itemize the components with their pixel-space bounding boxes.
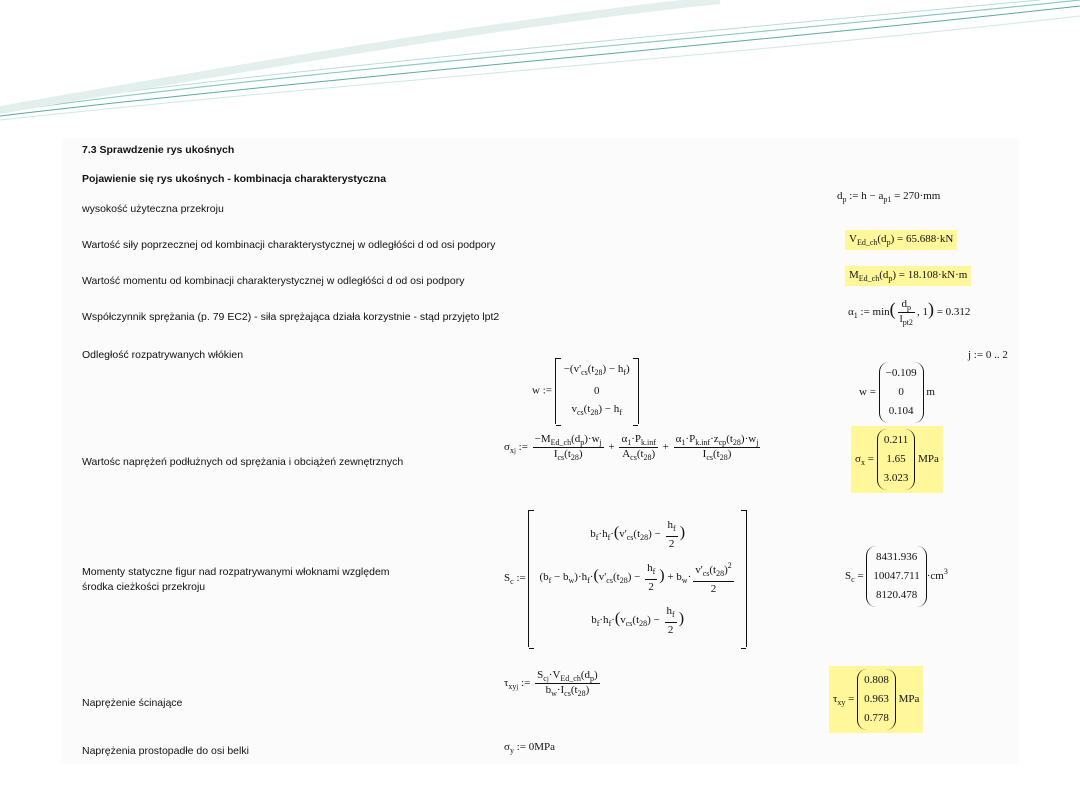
sc-unit: cm xyxy=(930,570,944,583)
shear-stress-value-2: 0.778 xyxy=(864,712,889,724)
dp-value: 270·mm xyxy=(903,190,941,202)
shear-stress-result: $\tau_{xy} = 0.808$ 0.963 0.778 MPa xyxy=(829,666,923,733)
section-subtitle: Pojawienie się rys ukośnych - kombinacja charakterystyczna xyxy=(82,173,387,185)
w-value-0: −0.109 xyxy=(885,367,917,379)
stress-label: Wartośc naprężeń podłużnych od sprężania i obciążeń zewnętrznych xyxy=(82,456,404,468)
dp-label: wysokość użyteczna przekroju xyxy=(82,203,224,215)
moment-result: $M_{Ed\_ch}(d_p) = 18.108\cdot kN\cdot m$ xyxy=(845,266,971,286)
stress-value-0: 0.211 xyxy=(883,434,909,446)
sc-result: $S_c = 8431.936$ 10047.711 $8120.478\cdot cm^3$ xyxy=(845,546,948,607)
sc-value-0: 8431.936 xyxy=(875,551,918,563)
shear-force-value: 65.688·kN xyxy=(905,233,954,245)
transverse-stress-equation: $\sigma_y$ := 0MPa xyxy=(504,741,555,755)
fiber-distance-label: Odległość rozpatrywanych włókien xyxy=(82,349,244,361)
w-result: w = −0.109 0 0.104 m xyxy=(859,362,935,423)
shear-stress-value-0: 0.808 xyxy=(864,674,889,686)
shear-stress-value-1: 0.963 xyxy=(864,693,889,705)
section-title: 7.3 Sprawdzenie rys ukośnych xyxy=(82,144,235,156)
moment-value: 18.108·kN·m xyxy=(907,269,968,281)
moment-label: Wartość momentu od kombinacji charakterystycznej w odległóści d od osi podpory xyxy=(82,275,465,287)
document-page xyxy=(62,138,1019,764)
w-definition: w := $-(v'_{cs}(t_{28}) - h_f)$ 0 $v_{cs}(t_{28}) - h_f$ xyxy=(532,358,639,424)
w-value-2: 0.104 xyxy=(888,405,914,417)
stress-equation: $\sigma_{xj}$ := $\frac{-M_{Ed\_ch}(d_p)\cdot w_j}{I_{cs}(t_{28})}$ + $\frac{\alpha_1\cdot P_{k.inf}}{A_{cs}(t_{28})}$ + $\frac{\alpha_1\cdot P_{k.inf}\cdot z_{cp}(t_{28})\cdot w_j}{I_{cs}(t_{28})}$ xyxy=(504,433,759,462)
stress-value-2: 3.023 xyxy=(883,472,909,484)
sc-value-2: 8120.478 xyxy=(875,589,918,601)
static-moment-label-1: Momenty statyczne figur nad rozpatrywanymi włoknami względem xyxy=(82,566,390,578)
sc-definition: $S_c$ := $b_f\cdot h_f\cdot(v'_{cs}(t_{28})$ − $\frac{h_f}{2}$ ) $(b_f - b_w)\cdot h_f\cdot(v'_{cs}(t_{28})$ − $\frac{h_f}{2}$ ) + $b_w\cdot$ $\frac{v'_{cs}(t_{28})^2}{2}$ $b_f\cdot h_f\cdot(v_{cs}(t_{28})$ − $\frac{h_f}{2}$ ) xyxy=(504,510,747,647)
dp-equation: $d_p$ := $h - a_{p1} = 270\cdot mm$ xyxy=(837,190,941,204)
w-unit: m xyxy=(926,386,935,399)
alpha-label: Współczynnik sprężania (p. 79 EC2) - siła sprężająca działa korzystnie - stąd przyjęto lpt2 xyxy=(82,311,500,323)
j-range: j := 0 .. 2 xyxy=(968,349,1008,361)
alpha-equation: $\alpha_1$ := min( $\frac{d_p}{l_{pt2}}$ , 1) = 0.312 xyxy=(848,298,971,327)
static-moment-label-2: środka cieżkości przekroju xyxy=(82,581,206,593)
shear-force-label: Wartość siły poprzecznej od kombinacji charakterystycznej w odległóści d od osi podpory xyxy=(82,239,496,251)
transverse-stress-label: Naprężenia prostopadłe do osi belki xyxy=(82,745,249,757)
shear-stress-label: Naprężenie ścinające xyxy=(82,697,183,709)
decorative-swoosh xyxy=(0,0,1080,130)
stress-unit: MPa xyxy=(918,453,939,466)
stress-result: $\sigma_x = 0.211$ 1.65 3.023 MPa xyxy=(851,426,943,493)
stress-value-1: 1.65 xyxy=(886,453,906,465)
shear-stress-equation: $\tau_{xyj}$ := $\frac{S_{cj}\cdot V_{Ed\_ch}(d_p)}{b_w\cdot I_{cs}(t_{28})}$ xyxy=(504,669,598,698)
shear-stress-unit: MPa xyxy=(898,693,920,706)
w-value-1: 0 xyxy=(898,386,904,398)
alpha-value: 0.312 xyxy=(945,306,971,319)
shear-force-result: $V_{Ed\_ch}(d_p) = 65.688\cdot kN$ xyxy=(845,230,957,250)
sc-unit-exponent: 3 xyxy=(943,567,948,577)
transverse-stress-value: 0MPa xyxy=(528,741,555,753)
sc-value-1: 10047.711 xyxy=(873,570,920,582)
